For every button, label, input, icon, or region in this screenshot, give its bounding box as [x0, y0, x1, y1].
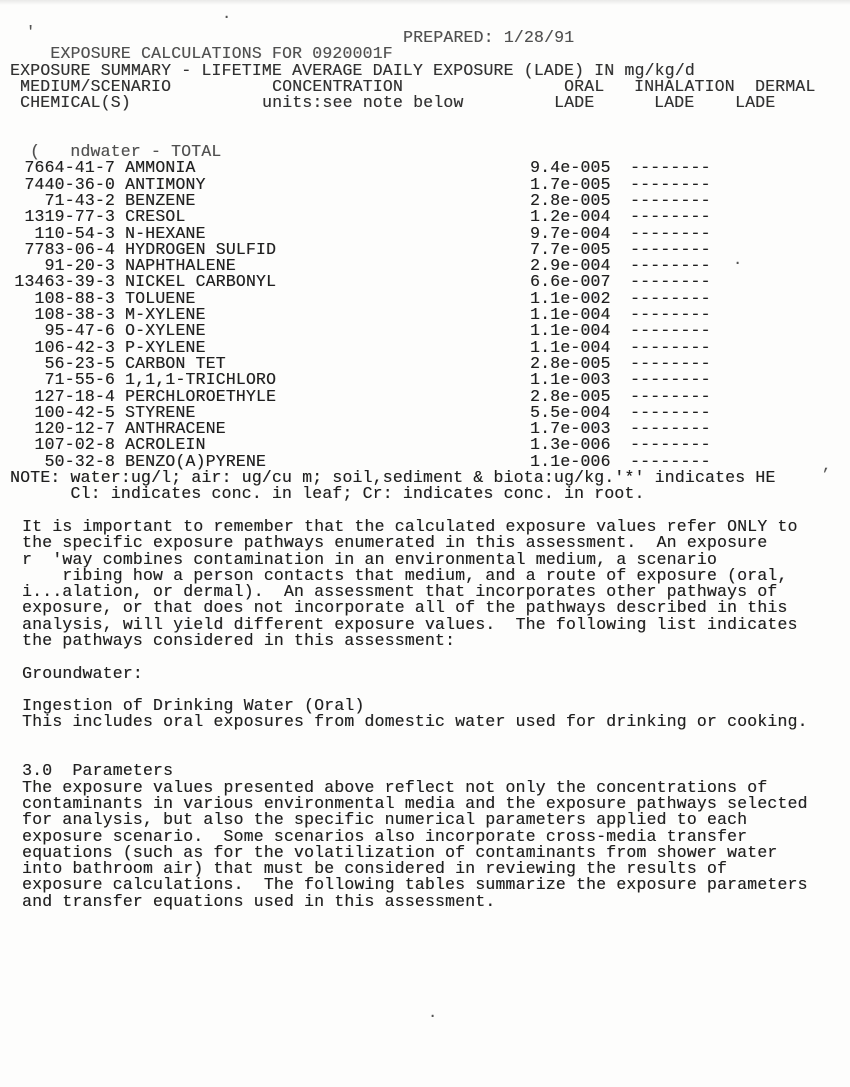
paragraph-line: exposure calculations. The following tables summarize the exposure parameters: [22, 875, 808, 895]
pathway-description: This includes oral exposures from domestic water used for drinking or cooking.: [22, 712, 808, 732]
scan-artifact-mark: .: [733, 252, 743, 269]
cas-number-cell: 107-02-8: [34, 435, 115, 455]
paragraph-line: i...alation, or dermal). An assessment that incorporates other pathways of: [22, 582, 778, 602]
inhalation-lade-cell: --------: [630, 223, 711, 243]
cas-number-cell: 106-42-3: [34, 337, 115, 357]
chemical-table: [10, 160, 850, 470]
column-header-concentration: CONCENTRATION: [272, 76, 403, 96]
column-header-inhalation: INHALATION: [634, 76, 735, 96]
prepared-date: PREPARED: 1/28/91: [403, 28, 575, 47]
chemical-name-cell: STYRENE: [125, 402, 196, 422]
inhalation-lade-cell: --------: [630, 435, 711, 455]
cas-number-cell: 127-18-4: [34, 386, 115, 406]
cas-number-cell: 110-54-3: [34, 223, 115, 243]
column-header-oral: ORAL: [564, 76, 605, 96]
paragraph-line: The exposure values presented above reflect not only the concentrations of: [22, 777, 768, 797]
paragraph-line: and transfer equations used in this assessment.: [22, 891, 496, 911]
oral-lade-cell: 1.7e-003: [530, 419, 611, 439]
scan-artifact-mark: .: [428, 1005, 438, 1022]
oral-lade-cell: 1.3e-006: [530, 435, 611, 455]
inhalation-lade-cell: --------: [630, 190, 711, 210]
scan-artifact-mark: ,: [822, 458, 832, 475]
cas-number-cell: 91-20-3: [44, 256, 115, 276]
paragraph-line: ribing how a person contacts that medium, and a route of exposure (oral,: [22, 565, 788, 585]
oral-lade-cell: 1.1e-003: [530, 370, 611, 390]
cas-number-cell: 100-42-5: [34, 402, 115, 422]
inhalation-lade-cell: --------: [630, 256, 711, 276]
oral-lade-cell: 2.9e-004: [530, 256, 611, 276]
groundwater-heading: Groundwater:: [22, 663, 143, 683]
paragraph-line: the pathways considered in this assessment:: [22, 630, 456, 650]
pathway-title: Ingestion of Drinking Water (Oral): [22, 696, 365, 716]
note-line-2: Cl: indicates conc. in leaf; Cr: indicates conc. in root.: [10, 484, 645, 504]
blank-line: [10, 731, 850, 747]
inhalation-lade-cell: --------: [630, 353, 711, 373]
chemical-name-cell: NICKEL CARBONYL: [125, 272, 277, 292]
paragraph-line: exposure, or that does not incorporate all of the pathways described in this: [22, 598, 788, 618]
important-note-paragraph: [22, 516, 850, 650]
column-header-lade-dermal: LADE: [735, 93, 776, 113]
scan-artifact-mark: .: [222, 6, 232, 23]
chemical-name-cell: O-XYLENE: [125, 321, 206, 341]
paragraph-line: analysis, will yield different exposure values. The following list indicates: [22, 614, 798, 634]
oral-lade-cell: 1.1e-004: [530, 337, 611, 357]
paragraph-line: It is important to remember that the calculated exposure values refer ONLY to: [22, 516, 798, 536]
paragraph-line: for analysis, but also the specific numerical parameters applied to each: [22, 810, 748, 830]
inhalation-lade-cell: --------: [630, 337, 711, 357]
oral-lade-cell: 7.7e-005: [530, 239, 611, 259]
chemical-name-cell: HYDROGEN SULFID: [125, 239, 277, 259]
oral-lade-cell: 1.7e-005: [530, 174, 611, 194]
chemical-name-cell: M-XYLENE: [125, 305, 206, 325]
chemical-name-cell: BENZO(A)PYRENE: [125, 451, 267, 471]
chemical-name-cell: PERCHLOROETHYLE: [125, 386, 277, 406]
oral-lade-cell: 2.8e-005: [530, 190, 611, 210]
inhalation-lade-cell: --------: [630, 402, 711, 422]
cas-number-cell: 108-38-3: [34, 305, 115, 325]
chemical-name-cell: CRESOL: [125, 207, 186, 227]
cas-number-cell: 95-47-6: [44, 321, 115, 341]
chemical-name-cell: CARBON TET: [125, 353, 226, 373]
oral-lade-cell: 9.4e-005: [530, 158, 611, 178]
inhalation-lade-cell: --------: [630, 272, 711, 292]
report-title-line: [10, 28, 850, 64]
blank-line: [10, 111, 850, 127]
inhalation-lade-cell: --------: [630, 305, 711, 325]
cas-number-cell: 71-55-6: [44, 370, 115, 390]
chemical-name-cell: BENZENE: [125, 190, 196, 210]
inhalation-lade-cell: --------: [630, 239, 711, 259]
column-header-medium-scenario: MEDIUM/SCENARIO: [20, 76, 172, 96]
paragraph-line: into bathroom air) that must be considered in reviewing the results of: [22, 859, 728, 879]
oral-lade-cell: 2.8e-005: [530, 386, 611, 406]
chemical-name-cell: 1,1,1-TRICHLORO: [125, 370, 277, 390]
inhalation-lade-cell: --------: [630, 370, 711, 390]
oral-lade-cell: 5.5e-004: [530, 402, 611, 422]
cas-number-cell: 7664-41-7: [24, 158, 115, 178]
chemical-name-cell: AMMONIA: [125, 158, 196, 178]
cas-number-cell: 56-23-5: [44, 353, 115, 373]
column-header-lade-oral: LADE: [554, 93, 595, 113]
chemical-name-cell: N-HEXANE: [125, 223, 206, 243]
inhalation-lade-cell: --------: [630, 386, 711, 406]
chemical-name-cell: ANTHRACENE: [125, 419, 226, 439]
summary-title: EXPOSURE SUMMARY - LIFETIME AVERAGE DAILY EXPOSURE (LADE) IN mg/kg/d: [10, 60, 695, 80]
inhalation-lade-cell: --------: [630, 419, 711, 439]
column-header-dermal: DERMAL: [755, 76, 816, 96]
paragraph-line: equations (such as for the volatilization of contaminants from shower water: [22, 842, 778, 862]
oral-lade-cell: 9.7e-004: [530, 223, 611, 243]
column-header-row-2: [10, 95, 850, 111]
chemical-name-cell: NAPHTHALENE: [125, 256, 236, 276]
inhalation-lade-cell: --------: [630, 158, 711, 178]
oral-lade-cell: 2.8e-005: [530, 353, 611, 373]
oral-lade-cell: 6.6e-007: [530, 272, 611, 292]
oral-lade-cell: 1.1e-006: [530, 451, 611, 471]
cas-number-cell: 71-43-2: [44, 190, 115, 210]
cas-number-cell: 108-88-3: [34, 288, 115, 308]
cas-number-cell: 13463-39-3: [14, 272, 115, 292]
paragraph-line: r 'way combines contamination in an environmental medium, a scenario: [22, 549, 717, 569]
inhalation-lade-cell: --------: [630, 288, 711, 308]
inhalation-lade-cell: --------: [630, 321, 711, 341]
report-title: EXPOSURE CALCULATIONS FOR 0920001F: [50, 44, 393, 64]
inhalation-lade-cell: --------: [630, 207, 711, 227]
parameters-paragraph: [22, 777, 850, 911]
oral-lade-cell: 1.2e-004: [530, 207, 611, 227]
chemical-name-cell: ACROLEIN: [125, 435, 206, 455]
cas-number-cell: 50-32-8: [44, 451, 115, 471]
chemical-name-cell: TOLUENE: [125, 288, 196, 308]
chemical-name-cell: P-XYLENE: [125, 337, 206, 357]
cas-number-cell: 120-12-7: [34, 419, 115, 439]
cas-number-cell: 7783-06-4: [24, 239, 115, 259]
paragraph-line: contaminants in various environmental media and the exposure pathways selected: [22, 793, 808, 813]
column-header-chemicals: CHEMICAL(S): [20, 93, 131, 113]
note-line-1: NOTE: water:ug/l; air: ug/cu m; soil,sediment & biota:ug/kg.'*' indicates HE: [10, 468, 776, 488]
paragraph-line: the specific exposure pathways enumerated in this assessment. An exposure: [22, 533, 768, 553]
cas-number-cell: 1319-77-3: [24, 207, 115, 227]
column-header-units-note: units:see note below: [262, 93, 464, 113]
scan-artifact-mark: ': [26, 24, 36, 41]
table-group-label: ( ndwater - TOTAL: [30, 142, 222, 162]
parameters-heading: 3.0 Parameters: [22, 761, 174, 781]
inhalation-lade-cell: --------: [630, 174, 711, 194]
inhalation-lade-cell: --------: [630, 451, 711, 471]
column-header-lade-inhalation: LADE: [654, 93, 695, 113]
oral-lade-cell: 1.1e-004: [530, 305, 611, 325]
cas-number-cell: 7440-36-0: [24, 174, 115, 194]
oral-lade-cell: 1.1e-002: [530, 288, 611, 308]
oral-lade-cell: 1.1e-004: [530, 321, 611, 341]
chemical-name-cell: ANTIMONY: [125, 174, 206, 194]
paragraph-line: exposure scenario. Some scenarios also incorporate cross-media transfer: [22, 826, 748, 846]
